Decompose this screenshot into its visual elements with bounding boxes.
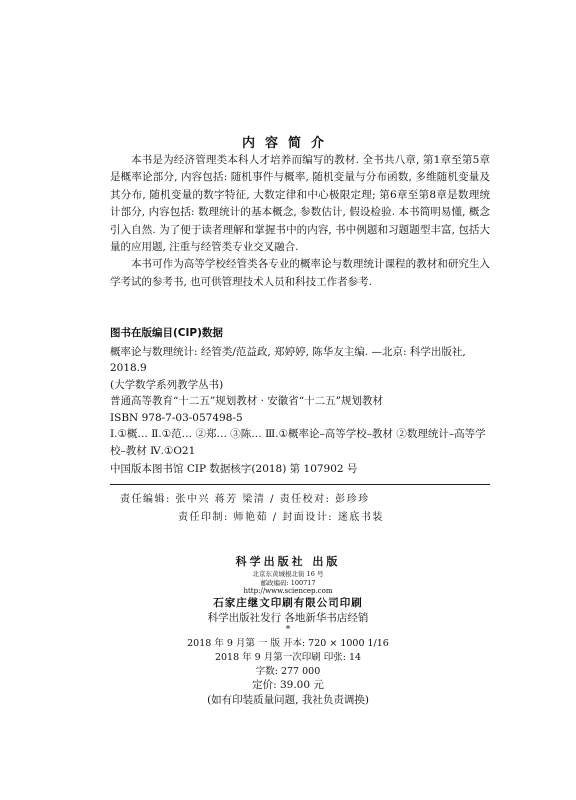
cip-heading: 图书在版编目(CIP)数据	[110, 327, 223, 339]
publisher-name: 科学出版社 出版	[235, 555, 341, 568]
cip-line-plan: 普通高等教育“十二五”规划教材 · 安徽省“十二五”规划教材	[110, 395, 383, 407]
divider-line	[110, 484, 490, 485]
production-line: 责任印制: 师艳茹 / 封面设计: 迷底书装	[178, 512, 384, 523]
cip-line-isbn: ISBN 978-7-03-057498-5	[110, 411, 243, 424]
cip-line-series: (大学数学系列教学丛书)	[110, 378, 224, 391]
cip-section	[110, 325, 490, 478]
imprint-section	[0, 553, 576, 707]
publisher-website: http://www.sciencep.com	[243, 587, 333, 595]
cip-line-classification: Ⅰ.①概… Ⅱ.①范… ②郑… ③陈… Ⅲ.①概率论–高等学校–教材 ②数理统计–高等学校–教材 Ⅳ.①O21	[110, 428, 486, 457]
separator-mark: *	[285, 625, 291, 635]
distributor-line: 科学出版社发行 各地新华书店经销	[207, 612, 369, 624]
publisher-address: 北京东黄城根北街 16 号	[252, 570, 324, 578]
intro-paragraph-2: 本书可作为高等学校经管类各专业的概率论与数理统计课程的教材和研究生入学考试的参考书, 也可供管理技术人员和科技工作者参考.	[110, 258, 490, 288]
edition-line: 2018 年 9 月第 一 版 开本: 720 × 1000 1/16	[187, 638, 389, 649]
intro-section	[110, 152, 490, 291]
quality-notice: (如有印装质量问题, 我社负责调换)	[207, 694, 369, 706]
cip-line-title: 概率论与数理统计: 经管类/范益政, 郑婷婷, 陈华友主编. —北京: 科学出版社, 2018.9	[110, 345, 466, 374]
printing-line: 2018 年 9 月第一次印刷 印张: 14	[214, 652, 362, 663]
printer-name: 石家庄继文印刷有限公司印刷	[213, 597, 363, 609]
intro-title: 内容简介	[241, 136, 334, 151]
word-count: 字数: 277 000	[255, 666, 321, 677]
publisher-zip: 邮政编码: 100717	[260, 579, 316, 587]
price-line: 定价: 39.00 元	[252, 679, 324, 691]
cip-line-record-number: 中国版本图书馆 CIP 数据核字(2018) 第 107902 号	[110, 463, 358, 475]
editors-line: 责任编辑: 张中兴 蒋芳 梁清 / 责任校对: 彭珍珍	[120, 494, 370, 505]
intro-paragraph-1: 本书是为经济管理类本科人才培养而编写的教材. 全书共八章, 第1章至第5章是概率论部分, 内容包括: 随机事件与概率, 随机变量与分布函数, 多维随机变量及其分布, 随机变量的数字特征, 大数定律和中心极限定理; 第6章至第8章是数理统计部分, 内容包括: 数理统计的基本概念, 参数估计, 假设检验. 本书简明易懂, 概念引入自然. 为了便于读者理解和掌握书中的内容, 书中例题和习题题型丰富, 包括大量的应用题, 注重与经管类专业交叉融合.	[110, 154, 490, 254]
